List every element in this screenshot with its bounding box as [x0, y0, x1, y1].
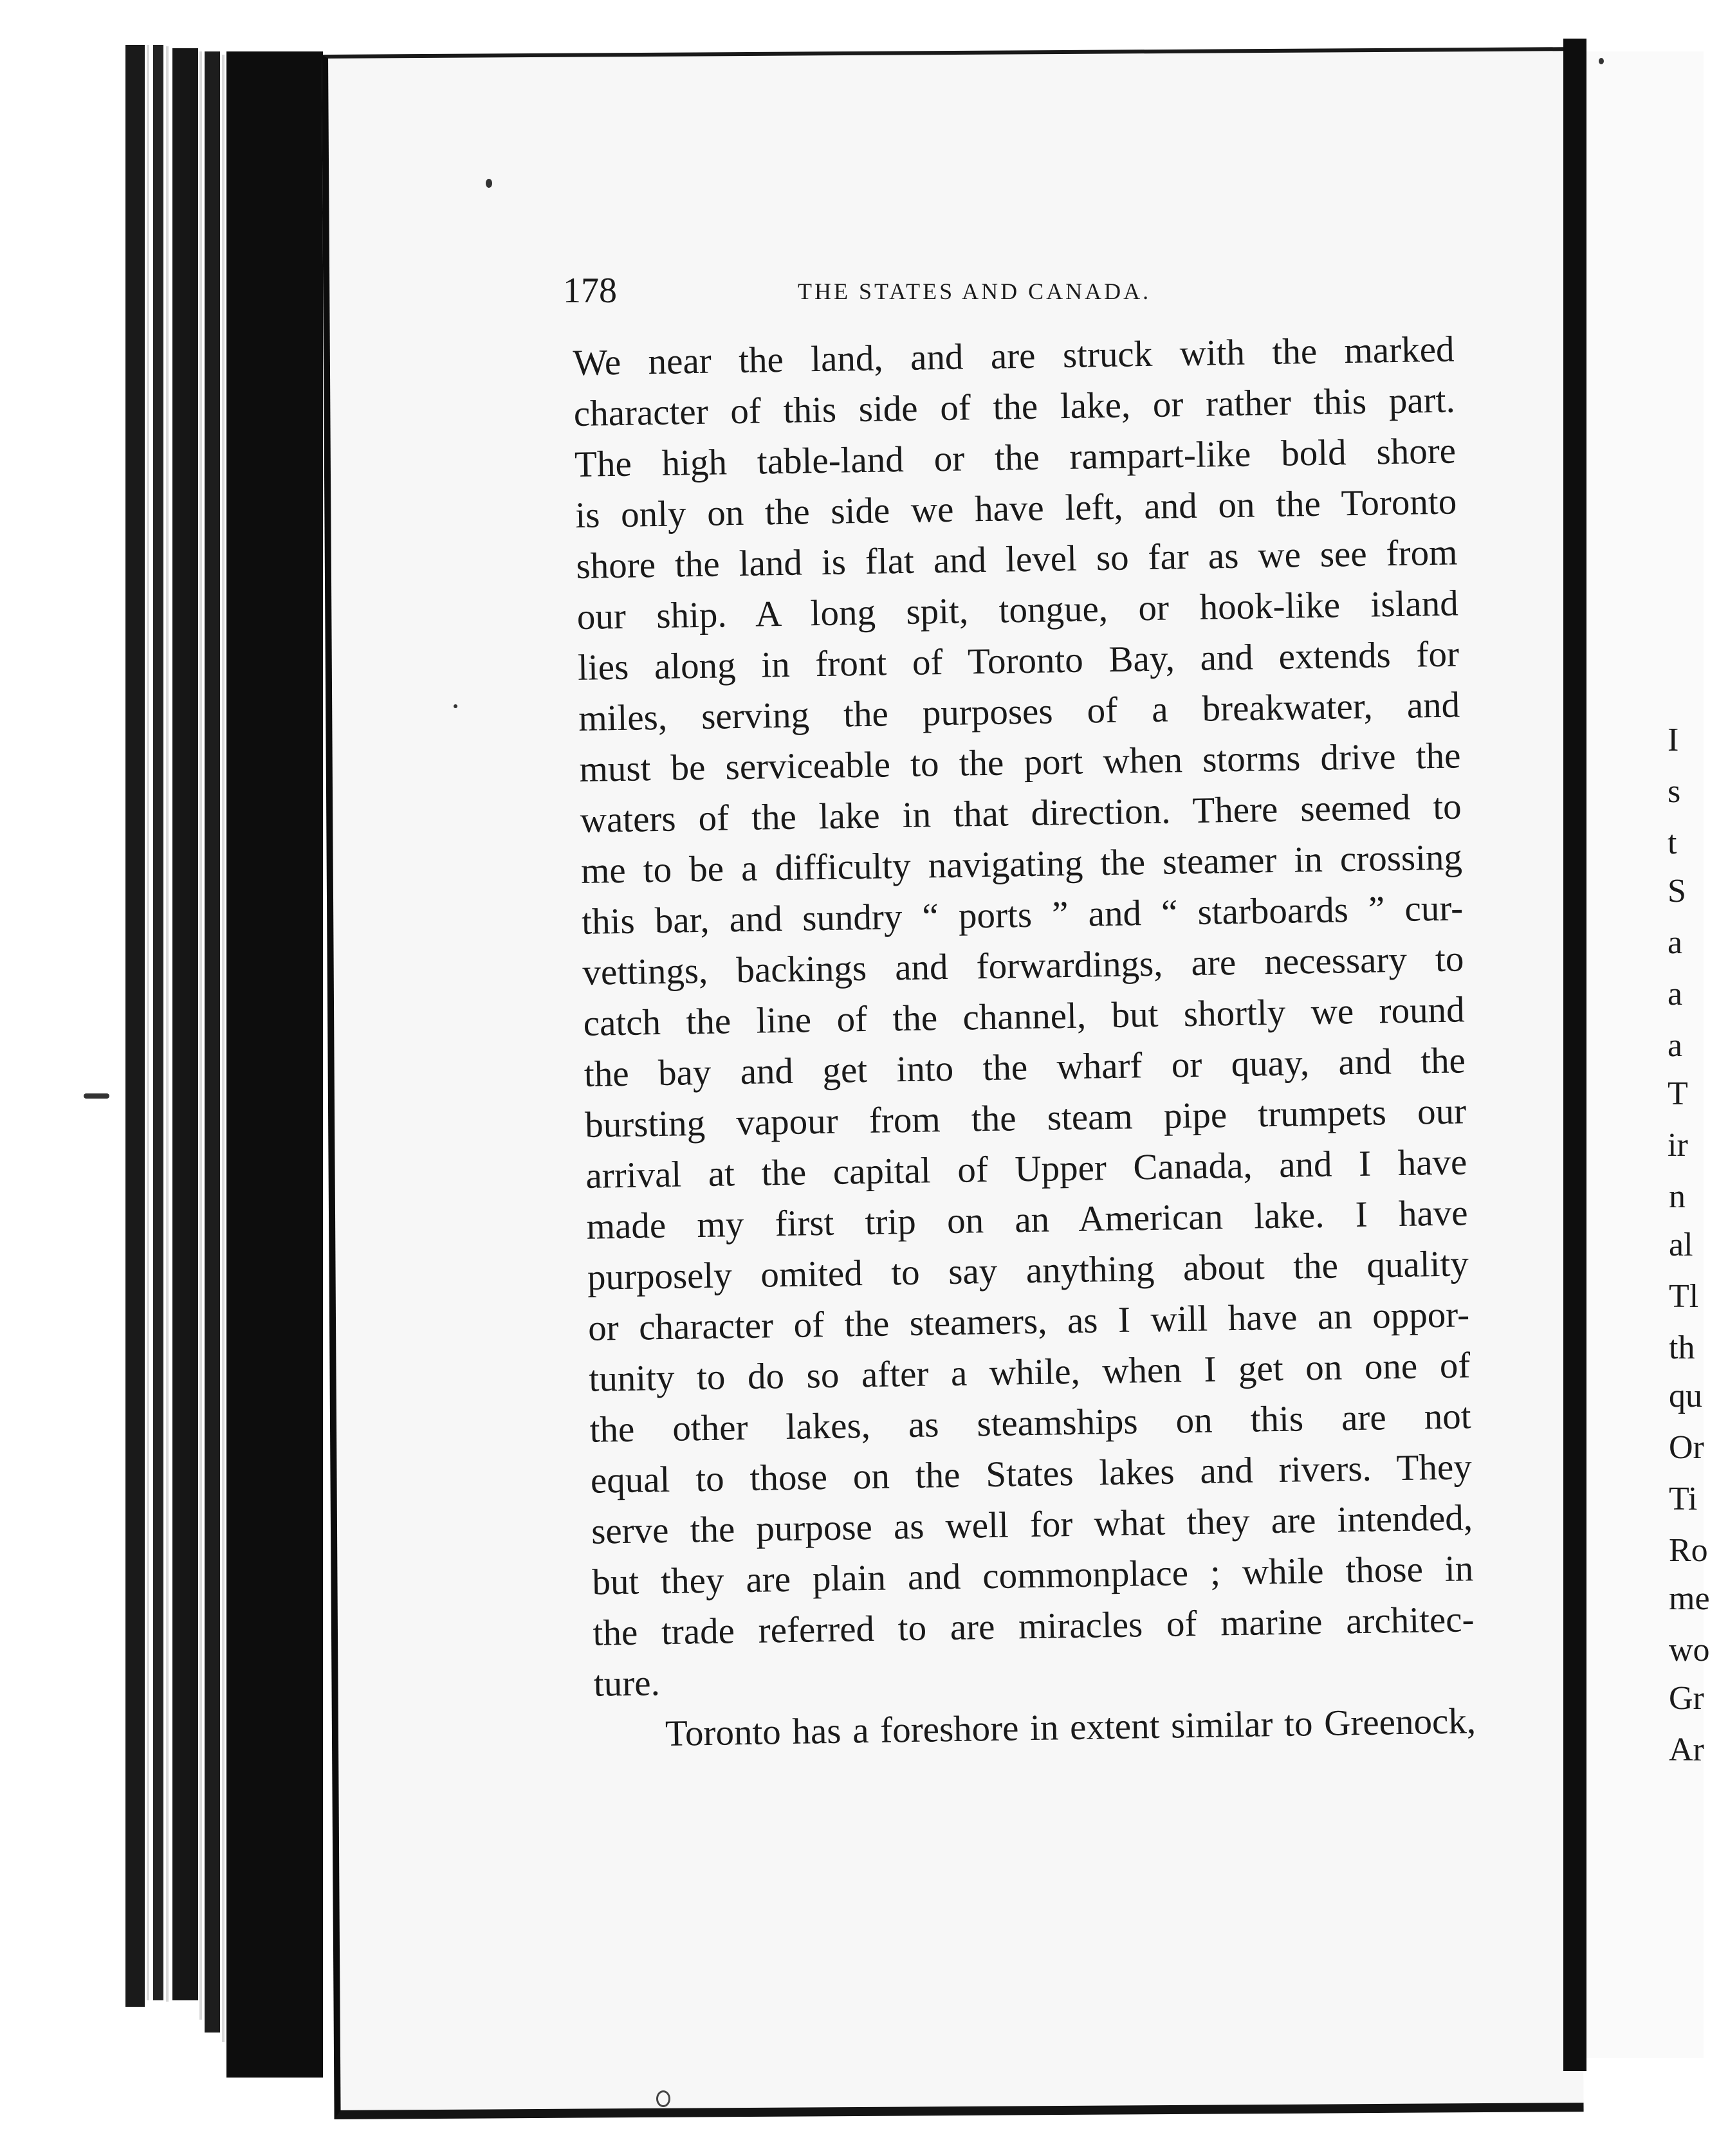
text-line: bursting vapour from the steam pipe trumpets our — [584, 1091, 1467, 1146]
dust-speck — [84, 1093, 109, 1099]
text-line: must be serviceable to the port when storms drive the — [579, 735, 1461, 790]
facing-page-fragment: I — [1668, 722, 1679, 758]
facing-page-fragment: Ar — [1669, 1731, 1704, 1768]
text-line: We near the land, and are struck with the marked — [573, 329, 1455, 383]
facing-page-fragment: Or — [1669, 1429, 1704, 1466]
facing-page-fragment: Tl — [1669, 1278, 1699, 1315]
page-header — [563, 270, 1232, 315]
facing-page-fragment: S — [1668, 873, 1686, 909]
text-line: but they are plain and commonplace ; while those in — [591, 1548, 1474, 1603]
text-line: character of this side of the lake, or rather this part. — [573, 379, 1456, 434]
text-line: this bar, and sundry “ ports ” and “ starboards ” cur- — [581, 888, 1464, 942]
page-edge — [153, 45, 163, 2000]
text-line: is only on the side we have left, and on the Toronto — [575, 481, 1457, 536]
facing-page-fragment: ir — [1668, 1127, 1688, 1164]
page-edge-highlight — [199, 51, 202, 2020]
text-line: arrival at the capital of Upper Canada, and I have — [585, 1142, 1467, 1196]
text-line: lies along in front of Toronto Bay, and extends for — [577, 634, 1460, 688]
facing-page-fragment: me — [1669, 1580, 1710, 1617]
text-line: vettings, backings and forwardings, are necessary to — [582, 938, 1464, 993]
text-line: ture. — [593, 1663, 661, 1704]
facing-page-fragment: a — [1668, 976, 1683, 1012]
book-spine-shadow — [226, 51, 323, 2078]
facing-page-fragment: Ti — [1669, 1481, 1698, 1517]
dust-speck — [656, 2090, 670, 2107]
page-edge-highlight — [147, 45, 149, 2000]
page-edge-highlight — [222, 55, 225, 2042]
text-line: waters of the lake in that direction. There seemed to — [580, 786, 1462, 841]
page-edge — [172, 48, 198, 2000]
dust-speck — [1599, 58, 1604, 64]
facing-page-fragment: Gr — [1669, 1680, 1704, 1717]
text-line: shore the land is flat and level so far as we see from — [576, 532, 1458, 587]
text-line: catch the line of the channel, but shortly we round — [583, 989, 1466, 1044]
text-line: me to be a difficulty navigating the steamer in crossing — [580, 837, 1463, 891]
gutter-shadow — [1563, 39, 1586, 2071]
text-line: the other lakes, as steamships on this are not — [589, 1396, 1472, 1450]
facing-page-fragment: wo — [1669, 1632, 1710, 1668]
facing-page-fragment: a — [1668, 1027, 1683, 1064]
text-line: the trade referred to are miracles of marine architec- — [593, 1599, 1475, 1654]
text-line: or character of the steamers, as I will have an oppor- — [587, 1294, 1470, 1349]
running-head: THE STATES AND CANADA. — [798, 279, 1152, 304]
text-line: our ship. A long spit, tongue, or hook-like island — [576, 583, 1459, 637]
text-line: purposely omited to say anything about the quality — [587, 1243, 1469, 1298]
dust-speck — [454, 704, 457, 708]
facing-page-fragment: s — [1668, 773, 1681, 810]
facing-page-fragment: t — [1668, 825, 1677, 861]
body-text — [573, 324, 1476, 1760]
facing-page-fragment: qu — [1669, 1378, 1702, 1414]
page-edge — [125, 45, 145, 2007]
text-line: miles, serving the purposes of a breakwater, and — [578, 684, 1460, 739]
dust-speck — [486, 179, 492, 188]
facing-page-fragment: a — [1668, 924, 1683, 961]
text-line: serve the purpose as well for what they are intended, — [591, 1497, 1473, 1552]
text-line: the bay and get into the wharf or quay, and the — [584, 1040, 1466, 1095]
text-line: The high table-land or the rampart-like bold shore — [574, 430, 1457, 485]
text-line: tunity to do so after a while, when I get on one of — [588, 1345, 1471, 1400]
page-edge-highlight — [166, 46, 169, 2002]
facing-page-fragment: T — [1668, 1075, 1688, 1112]
text-line: equal to those on the States lakes and rivers. They — [590, 1447, 1473, 1501]
page-number: 178 — [563, 271, 617, 311]
text-line: made my first trip on an American lake. I have — [586, 1192, 1469, 1247]
facing-page-fragment: Ro — [1669, 1532, 1708, 1569]
facing-page-fragment: n — [1669, 1178, 1686, 1215]
page-edge — [205, 51, 220, 2033]
text-line: Toronto has a foreshore in extent similar to Greenock, — [665, 1701, 1476, 1755]
facing-page-fragment: th — [1669, 1329, 1695, 1366]
facing-page-fragment: al — [1669, 1227, 1693, 1263]
